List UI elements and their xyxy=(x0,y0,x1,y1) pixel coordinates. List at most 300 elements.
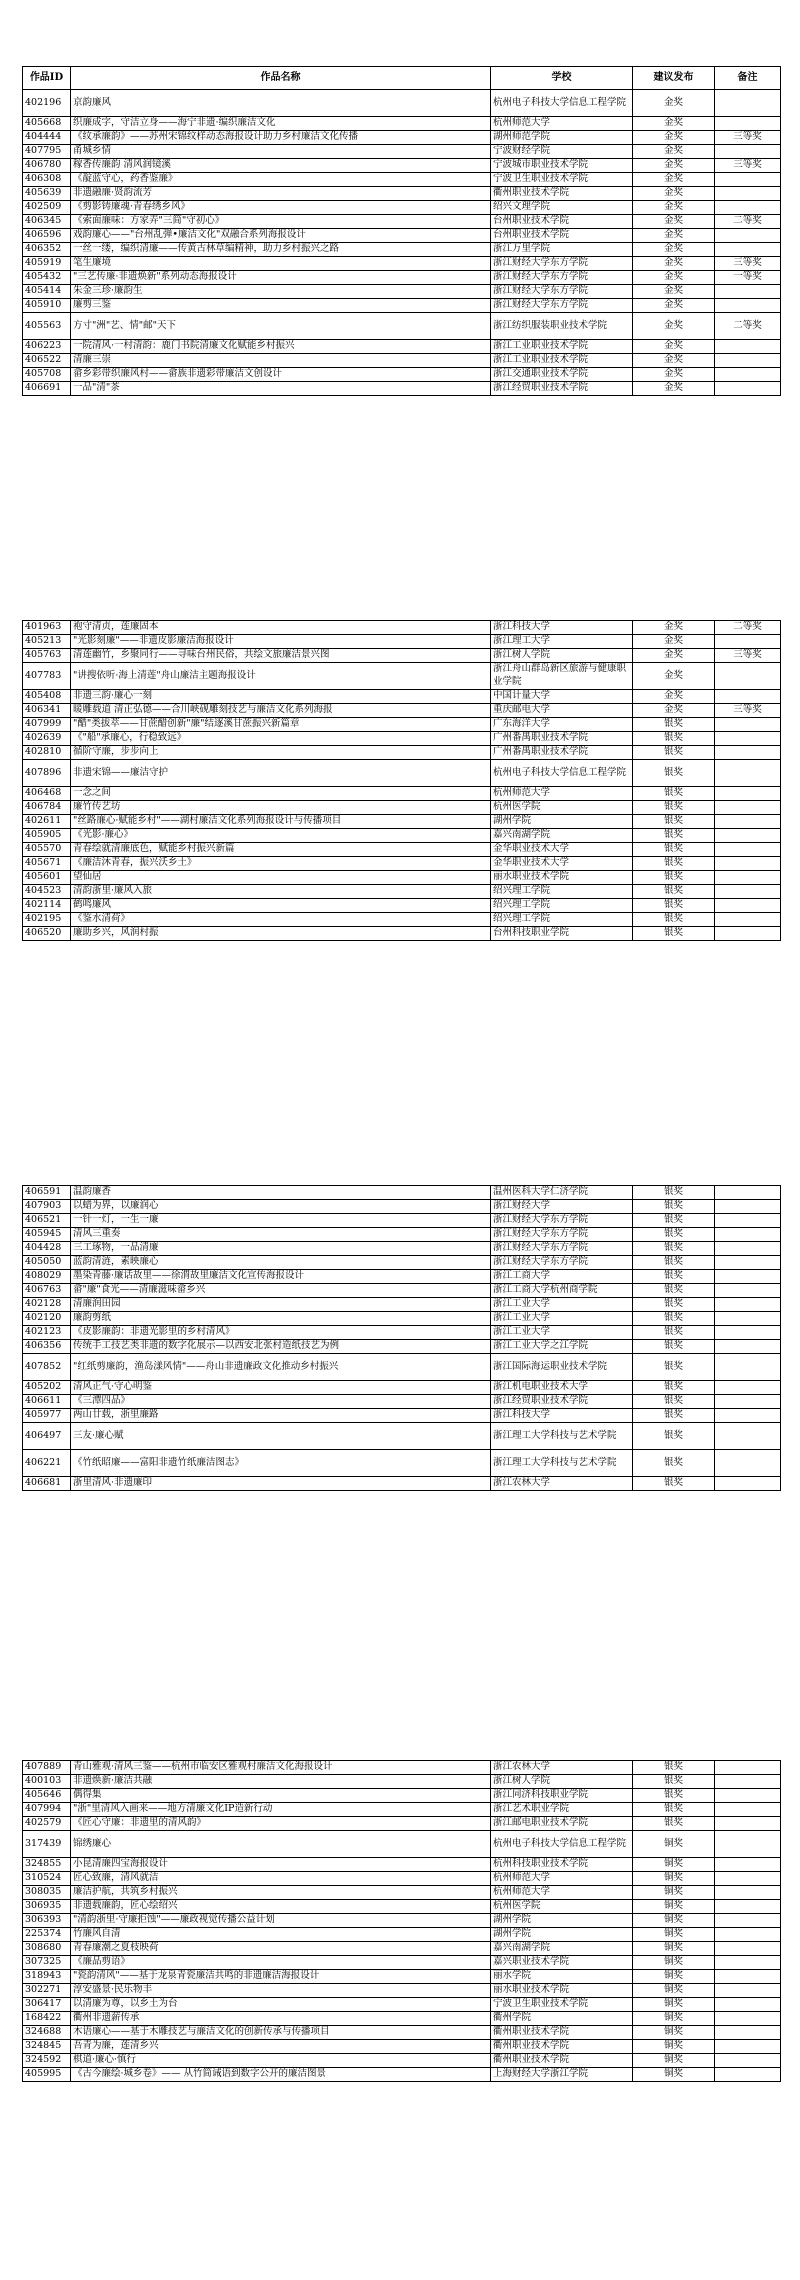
cell-title: "浙"里清风入画来——地方清廉文化IP造新行动 xyxy=(71,1803,491,1817)
cell-note xyxy=(715,2026,781,2040)
cell-title: 温韵廉香 xyxy=(71,1186,491,1200)
cell-id: 406521 xyxy=(23,1214,71,1228)
cell-award: 银奖 xyxy=(633,1256,715,1270)
cell-school: 浙江同济科技职业学院 xyxy=(491,1789,633,1803)
cell-note xyxy=(715,1326,781,1340)
cell-school: 浙江机电职业技术大学 xyxy=(491,1381,633,1395)
cell-title: 非遗融廉·贤韵流芳 xyxy=(71,187,491,201)
cell-note xyxy=(715,2012,781,2026)
cell-school: 重庆邮电大学 xyxy=(491,704,633,718)
cell-award: 银奖 xyxy=(633,1775,715,1789)
cell-note: 二等奖 xyxy=(715,313,781,340)
cell-id: 408029 xyxy=(23,1270,71,1284)
cell-note xyxy=(715,1423,781,1450)
cell-school: 湖州学院 xyxy=(491,1914,633,1928)
cell-title: 非遗宋锦——廉洁守护 xyxy=(71,760,491,787)
cell-award: 银奖 xyxy=(633,815,715,829)
cell-note xyxy=(715,173,781,187)
cell-school: 广东海洋大学 xyxy=(491,718,633,732)
cell-school: 浙江理工大学科技与艺术学院 xyxy=(491,1450,633,1477)
cell-school: 杭州医学院 xyxy=(491,1900,633,1914)
cell-note: 二等奖 xyxy=(715,621,781,635)
cell-note xyxy=(715,354,781,368)
cell-id: 318943 xyxy=(23,1970,71,1984)
table-row xyxy=(23,1340,781,1354)
cell-note xyxy=(715,1998,781,2012)
cell-school: 台州科技职业学院 xyxy=(491,927,633,941)
cell-award: 金奖 xyxy=(633,173,715,187)
cell-school: 浙江财经大学东方学院 xyxy=(491,257,633,271)
cell-school: 上海财经大学浙江学院 xyxy=(491,2068,633,2082)
cell-note xyxy=(715,1186,781,1200)
cell-school: 浙江财经大学东方学院 xyxy=(491,1242,633,1256)
table-row xyxy=(23,1858,781,1872)
table-row xyxy=(23,257,781,271)
cell-note xyxy=(715,1395,781,1409)
cell-id: 406223 xyxy=(23,340,71,354)
cell-school: 浙江财经大学 xyxy=(491,1200,633,1214)
table-row xyxy=(23,913,781,927)
table-row xyxy=(23,215,781,229)
table-row xyxy=(23,243,781,257)
cell-id: 308035 xyxy=(23,1886,71,1900)
table-row xyxy=(23,1354,781,1381)
cell-id: 306935 xyxy=(23,1900,71,1914)
cell-school: 浙江纺织服装职业技术学院 xyxy=(491,313,633,340)
cell-title: 一丝一缕，编织清廉——传黄古林草编精神，助力乡村振兴之路 xyxy=(71,243,491,257)
cell-school: 丽水职业技术学院 xyxy=(491,1984,633,1998)
cell-note xyxy=(715,117,781,131)
cell-school: 杭州电子科技大学信息工程学院 xyxy=(491,1831,633,1858)
table-row xyxy=(23,1886,781,1900)
cell-school: 杭州医学院 xyxy=(491,801,633,815)
cell-id: 406341 xyxy=(23,704,71,718)
cell-title: 《廉洁沐青春，振兴沃乡土》 xyxy=(71,857,491,871)
cell-school: 浙江经贸职业技术学院 xyxy=(491,382,633,396)
cell-id: 406221 xyxy=(23,1450,71,1477)
cell-title: 匠心致廉，清风就洁 xyxy=(71,1872,491,1886)
table-row xyxy=(23,1831,781,1858)
table-row xyxy=(23,90,781,117)
cell-award: 银奖 xyxy=(633,1354,715,1381)
cell-award: 金奖 xyxy=(633,299,715,313)
cell-award: 银奖 xyxy=(633,732,715,746)
table-row xyxy=(23,746,781,760)
cell-school: 宁波卫生职业技术学院 xyxy=(491,1998,633,2012)
cell-title: 《匠心守廉：非遗里的清风韵》 xyxy=(71,1817,491,1831)
cell-id: 405910 xyxy=(23,299,71,313)
cell-award: 银奖 xyxy=(633,746,715,760)
cell-award: 铜奖 xyxy=(633,1998,715,2012)
cell-id: 407795 xyxy=(23,145,71,159)
cell-school: 宁波卫生职业技术学院 xyxy=(491,173,633,187)
cell-title: 偶得集 xyxy=(71,1789,491,1803)
cell-title: 以清廉为尊，以乡土为台 xyxy=(71,1998,491,2012)
cell-id: 324592 xyxy=(23,2054,71,2068)
cell-note xyxy=(715,1956,781,1970)
cell-id: 324855 xyxy=(23,1858,71,1872)
cell-school: 浙江树人学院 xyxy=(491,1775,633,1789)
cell-school: 湖州学院 xyxy=(491,1928,633,1942)
cell-school: 湖州学院 xyxy=(491,815,633,829)
table-segment-2 xyxy=(22,620,780,941)
cell-award: 银奖 xyxy=(633,1761,715,1775)
table-row xyxy=(23,2054,781,2068)
table-row xyxy=(23,1395,781,1409)
cell-award: 金奖 xyxy=(633,117,715,131)
cell-award: 银奖 xyxy=(633,760,715,787)
cell-school: 杭州师范大学 xyxy=(491,1872,633,1886)
cell-id: 405977 xyxy=(23,1409,71,1423)
table-row xyxy=(23,690,781,704)
cell-id: 405708 xyxy=(23,368,71,382)
cell-award: 铜奖 xyxy=(633,1928,715,1942)
cell-award: 银奖 xyxy=(633,843,715,857)
cell-id: 405639 xyxy=(23,187,71,201)
cell-school: 杭州师范大学 xyxy=(491,1886,633,1900)
cell-title: 廉韵剪纸 xyxy=(71,1312,491,1326)
cell-school: 浙江树人学院 xyxy=(491,649,633,663)
cell-award: 银奖 xyxy=(633,1326,715,1340)
table-row xyxy=(23,299,781,313)
table-row xyxy=(23,131,781,145)
cell-title: 廉洁护航，共筑乡村振兴 xyxy=(71,1886,491,1900)
cell-title: "清韵浙里·守廉拒蚀"——廉政视觉传播公益计划 xyxy=(71,1914,491,1928)
cell-id: 406497 xyxy=(23,1423,71,1450)
cell-note xyxy=(715,145,781,159)
cell-note xyxy=(715,1381,781,1395)
cell-school: 丽水职业技术学院 xyxy=(491,871,633,885)
cell-title: 浙里清风·非遗廉印 xyxy=(71,1477,491,1491)
table-row xyxy=(23,1803,781,1817)
table-row xyxy=(23,663,781,690)
cell-award: 铜奖 xyxy=(633,2012,715,2026)
cell-award: 银奖 xyxy=(633,1214,715,1228)
cell-title: 传统手工技艺类非遗的数字化展示—以西安北张村造纸技艺为例 xyxy=(71,1340,491,1354)
cell-note xyxy=(715,899,781,913)
cell-school: 嘉兴南湖学院 xyxy=(491,829,633,843)
cell-school: 温州医科大学仁济学院 xyxy=(491,1186,633,1200)
cell-award: 金奖 xyxy=(633,257,715,271)
cell-note xyxy=(715,1803,781,1817)
cell-id: 405671 xyxy=(23,857,71,871)
cell-title: 清廉润田园 xyxy=(71,1298,491,1312)
cell-award: 金奖 xyxy=(633,340,715,354)
table-row xyxy=(23,787,781,801)
cell-title: 戏韵廉心——"台州乱弹•廉洁文化"双融合系列海报设计 xyxy=(71,229,491,243)
cell-id: 407999 xyxy=(23,718,71,732)
cell-award: 银奖 xyxy=(633,1270,715,1284)
cell-id: 405050 xyxy=(23,1256,71,1270)
cell-id: 324688 xyxy=(23,2026,71,2040)
cell-title: 畲"廉"食光——清廉滋味畲乡兴 xyxy=(71,1284,491,1298)
cell-school: 杭州电子科技大学信息工程学院 xyxy=(491,90,633,117)
cell-school: 浙江工业职业技术学院 xyxy=(491,340,633,354)
cell-title: 《索面廉味：方家弄"三简"守初心》 xyxy=(71,215,491,229)
cell-title: 《纹承廉韵》——苏州宋锦纹样动态海报设计助力乡村廉洁文化传播 xyxy=(71,131,491,145)
cell-school: 衢州职业技术学院 xyxy=(491,2026,633,2040)
cell-title: 一念之间 xyxy=(71,787,491,801)
table-row xyxy=(23,1270,781,1284)
cell-title: 方寸"洲"艺、情"邮"天下 xyxy=(71,313,491,340)
cell-title: 《古今廉绘·城乡卷》—— 从竹简诫语到数字公开的廉洁图景 xyxy=(71,2068,491,2082)
cell-note xyxy=(715,229,781,243)
table-row xyxy=(23,1242,781,1256)
table-row xyxy=(23,354,781,368)
table-row xyxy=(23,159,781,173)
cell-id: 407994 xyxy=(23,1803,71,1817)
cell-award: 银奖 xyxy=(633,1284,715,1298)
cell-id: 324845 xyxy=(23,2040,71,2054)
cell-note xyxy=(715,871,781,885)
cell-title: 两山廿载，浙里廉路 xyxy=(71,1409,491,1423)
table-row xyxy=(23,1942,781,1956)
cell-title: 青春廉潮之夏枝映荷 xyxy=(71,1942,491,1956)
cell-school: 浙江科技大学 xyxy=(491,1409,633,1423)
cell-school: 浙江舟山群岛新区旅游与健康职业学院 xyxy=(491,663,633,690)
table-row xyxy=(23,927,781,941)
cell-school: 浙江工业大学 xyxy=(491,1312,633,1326)
cell-award: 金奖 xyxy=(633,187,715,201)
cell-note xyxy=(715,913,781,927)
cell-school: 杭州科技职业技术学院 xyxy=(491,1858,633,1872)
cell-id: 405432 xyxy=(23,271,71,285)
cell-school: 丽水学院 xyxy=(491,1970,633,1984)
cell-id: 401963 xyxy=(23,621,71,635)
cell-title: 望仙居 xyxy=(71,871,491,885)
cell-note xyxy=(715,1900,781,1914)
cell-award: 金奖 xyxy=(633,663,715,690)
table-row xyxy=(23,871,781,885)
table-row xyxy=(23,187,781,201)
cell-note xyxy=(715,1970,781,1984)
cell-id: 406784 xyxy=(23,801,71,815)
cell-id: 317439 xyxy=(23,1831,71,1858)
cell-note: 三等奖 xyxy=(715,704,781,718)
cell-title: 一品"清"茶 xyxy=(71,382,491,396)
cell-note: 二等奖 xyxy=(715,215,781,229)
cell-note xyxy=(715,857,781,871)
cell-title: 非遗三韵·廉心一刻 xyxy=(71,690,491,704)
cell-title: "讲搜依听·海上清莲"舟山廉洁主题海报设计 xyxy=(71,663,491,690)
cell-id: 406356 xyxy=(23,1340,71,1354)
cell-id: 302271 xyxy=(23,1984,71,1998)
cell-award: 金奖 xyxy=(633,382,715,396)
cell-school: 衢州学院 xyxy=(491,2012,633,2026)
cell-school: 浙江国际海运职业技术学院 xyxy=(491,1354,633,1381)
cell-title: 非遗焕新·廉洁共融 xyxy=(71,1775,491,1789)
cell-note xyxy=(715,1872,781,1886)
cell-award: 银奖 xyxy=(633,899,715,913)
cell-award: 铜奖 xyxy=(633,2054,715,2068)
cell-note xyxy=(715,285,781,299)
cell-id: 405919 xyxy=(23,257,71,271)
cell-note xyxy=(715,1312,781,1326)
cell-note xyxy=(715,1761,781,1775)
cell-award: 铜奖 xyxy=(633,1970,715,1984)
cell-id: 405202 xyxy=(23,1381,71,1395)
table-row xyxy=(23,1450,781,1477)
table-row xyxy=(23,1789,781,1803)
cell-title: 循阶守廉，步步向上 xyxy=(71,746,491,760)
cell-note xyxy=(715,829,781,843)
cell-school: 浙江工业大学 xyxy=(491,1326,633,1340)
cell-id: 405945 xyxy=(23,1228,71,1242)
cell-title: 稼香传廉韵 清风润镜溪 xyxy=(71,159,491,173)
table-row xyxy=(23,117,781,131)
table-row xyxy=(23,368,781,382)
cell-title: 淳安盛景·民乐物丰 xyxy=(71,1984,491,1998)
cell-award: 银奖 xyxy=(633,1450,715,1477)
award-table-2 xyxy=(22,620,781,941)
cell-note xyxy=(715,340,781,354)
cell-award: 金奖 xyxy=(633,313,715,340)
cell-award: 银奖 xyxy=(633,1228,715,1242)
cell-title: 清廉三崇 xyxy=(71,354,491,368)
table-row xyxy=(23,1817,781,1831)
cell-id: 407903 xyxy=(23,1200,71,1214)
cell-school: 广州番禺职业技术学院 xyxy=(491,746,633,760)
cell-award: 银奖 xyxy=(633,871,715,885)
cell-id: 405646 xyxy=(23,1789,71,1803)
cell-award: 金奖 xyxy=(633,229,715,243)
cell-title: 清莲幽竹，乡聚同行——寻味台州民俗，共绘文旅廉洁景兴图 xyxy=(71,649,491,663)
cell-title: 一针一灯，一生一廉 xyxy=(71,1214,491,1228)
cell-title: 青山雅观·清风三鉴——杭州市临安区雅观村廉洁文化海报设计 xyxy=(71,1761,491,1775)
cell-title: 衢州非遗薪传承 xyxy=(71,2012,491,2026)
cell-note xyxy=(715,1817,781,1831)
table-row xyxy=(23,885,781,899)
table-row xyxy=(23,145,781,159)
cell-id: 402810 xyxy=(23,746,71,760)
cell-note xyxy=(715,1228,781,1242)
header-row xyxy=(23,67,781,90)
award-table-1 xyxy=(22,66,781,396)
table-row xyxy=(23,1761,781,1775)
cell-school: 金华职业技术大学 xyxy=(491,857,633,871)
cell-id: 406611 xyxy=(23,1395,71,1409)
cell-id: 405995 xyxy=(23,2068,71,2082)
cell-id: 406308 xyxy=(23,173,71,187)
cell-note xyxy=(715,635,781,649)
cell-title: 畲乡彩带织廉风村——畲族非遗彩带廉洁文创设计 xyxy=(71,368,491,382)
cell-award: 银奖 xyxy=(633,1477,715,1491)
table-row xyxy=(23,1228,781,1242)
cell-school: 浙江万里学院 xyxy=(491,243,633,257)
cell-note xyxy=(715,746,781,760)
cell-title: 鹤鸣廉风 xyxy=(71,899,491,913)
table-row xyxy=(23,1200,781,1214)
cell-id: 402195 xyxy=(23,913,71,927)
cell-school: 宁波城市职业技术学院 xyxy=(491,159,633,173)
cell-note xyxy=(715,1354,781,1381)
cell-note xyxy=(715,1477,781,1491)
award-table-4 xyxy=(22,1760,781,2082)
cell-award: 金奖 xyxy=(633,145,715,159)
cell-note: 三等奖 xyxy=(715,257,781,271)
cell-award: 银奖 xyxy=(633,1381,715,1395)
cell-title: 非遗载廉韵，匠心绘绍兴 xyxy=(71,1900,491,1914)
cell-id: 225374 xyxy=(23,1928,71,1942)
header-id: 作品ID xyxy=(23,67,71,90)
cell-award: 铜奖 xyxy=(633,1872,715,1886)
cell-award: 铜奖 xyxy=(633,1942,715,1956)
table-row xyxy=(23,1298,781,1312)
cell-award: 金奖 xyxy=(633,243,715,257)
cell-award: 金奖 xyxy=(633,159,715,173)
cell-note xyxy=(715,1340,781,1354)
cell-note: 一等奖 xyxy=(715,271,781,285)
cell-title: 清风正气·守心明鉴 xyxy=(71,1381,491,1395)
table-row xyxy=(23,1423,781,1450)
cell-award: 金奖 xyxy=(633,271,715,285)
cell-title: 甬城乡情 xyxy=(71,145,491,159)
cell-award: 铜奖 xyxy=(633,1886,715,1900)
cell-id: 405414 xyxy=(23,285,71,299)
cell-id: 404444 xyxy=(23,131,71,145)
cell-title: 小昆清廉四宝海报设计 xyxy=(71,1858,491,1872)
cell-note: 三等奖 xyxy=(715,649,781,663)
cell-id: 405601 xyxy=(23,871,71,885)
table-row xyxy=(23,635,781,649)
table-row xyxy=(23,313,781,340)
cell-id: 400103 xyxy=(23,1775,71,1789)
cell-award: 银奖 xyxy=(633,1817,715,1831)
cell-award: 金奖 xyxy=(633,368,715,382)
cell-school: 嘉兴职业技术学院 xyxy=(491,1956,633,1970)
cell-note xyxy=(715,1409,781,1423)
table-row xyxy=(23,649,781,663)
cell-award: 铜奖 xyxy=(633,1831,715,1858)
cell-note xyxy=(715,2054,781,2068)
cell-note xyxy=(715,1914,781,1928)
cell-note xyxy=(715,1284,781,1298)
cell-id: 406520 xyxy=(23,927,71,941)
cell-school: 浙江财经大学东方学院 xyxy=(491,1256,633,1270)
cell-id: 402196 xyxy=(23,90,71,117)
cell-school: 湖州师范学院 xyxy=(491,131,633,145)
cell-award: 金奖 xyxy=(633,215,715,229)
cell-school: 浙江财经大学东方学院 xyxy=(491,1228,633,1242)
cell-title: 《皮影廉韵：非遗光影里的乡村清风》 xyxy=(71,1326,491,1340)
cell-id: 402509 xyxy=(23,201,71,215)
table-row xyxy=(23,285,781,299)
cell-note xyxy=(715,1270,781,1284)
cell-school: 衢州职业技术学院 xyxy=(491,2054,633,2068)
cell-award: 金奖 xyxy=(633,354,715,368)
table-row xyxy=(23,1214,781,1228)
cell-title: 墨染青藤·廉话故里——徐渭故里廉洁文化宣传海报设计 xyxy=(71,1270,491,1284)
cell-title: 一院清风·一村清韵：鹿门书院清廉文化赋能乡村振兴 xyxy=(71,340,491,354)
cell-title: 《鉴水清荷》 xyxy=(71,913,491,927)
cell-award: 金奖 xyxy=(633,285,715,299)
cell-school: 浙江理工大学科技与艺术学院 xyxy=(491,1423,633,1450)
cell-note xyxy=(715,1256,781,1270)
cell-award: 金奖 xyxy=(633,621,715,635)
table-row xyxy=(23,760,781,787)
cell-school: 金华职业技术大学 xyxy=(491,843,633,857)
cell-note xyxy=(715,927,781,941)
cell-note xyxy=(715,815,781,829)
cell-note xyxy=(715,243,781,257)
cell-id: 405213 xyxy=(23,635,71,649)
cell-note xyxy=(715,90,781,117)
table-row xyxy=(23,1326,781,1340)
cell-school: 杭州师范大学 xyxy=(491,117,633,131)
table-row xyxy=(23,2068,781,2082)
cell-title: 以蜡为界，以廉润心 xyxy=(71,1200,491,1214)
cell-id: 310524 xyxy=(23,1872,71,1886)
